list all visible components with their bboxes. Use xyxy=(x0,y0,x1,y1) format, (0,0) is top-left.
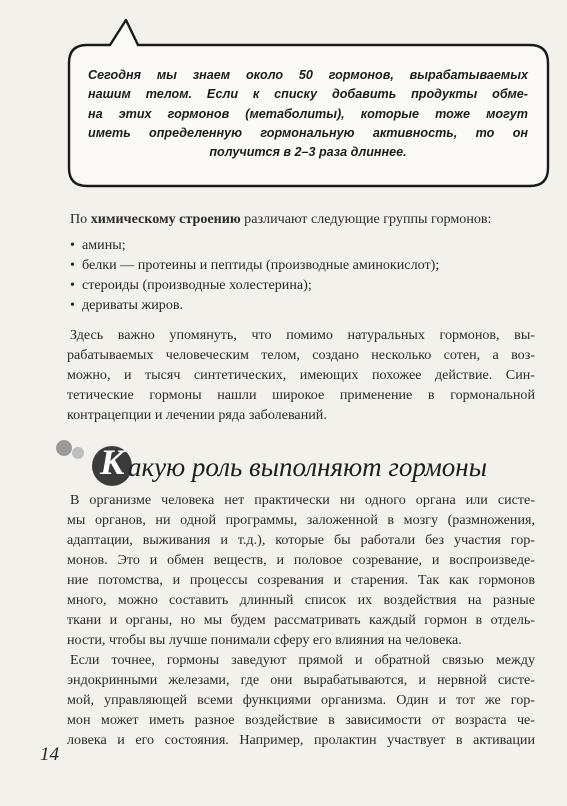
list-item: • белки — протеины и пептиды (производные аминокислот); xyxy=(70,257,440,273)
callout-line: получится в 2–3 раза длиннее. xyxy=(209,145,407,160)
paragraph-line: ности, чтобы вы лучше понимали сферу его влияния на человека. xyxy=(67,632,462,648)
paragraph-line: ткани и органы, но мы будем рассматривать каждый гормон в отдель- xyxy=(67,612,535,628)
paragraph-line: ние потомства, и процессы созревания и старения. Так как гормонов xyxy=(67,572,535,588)
paragraph-line: Если точнее, гормоны заведуют прямой и обратной связью между xyxy=(70,652,535,668)
bullet-icon: • xyxy=(70,297,75,313)
decorative-dot-icon xyxy=(56,440,72,456)
paragraph-line: ловека и его состояния. Например, пролактин участвует в активации xyxy=(67,732,535,748)
paragraph-line: эндокринными железами, где они вырабатываются, и нервной систе- xyxy=(67,672,535,688)
bullet-icon: • xyxy=(70,277,75,293)
paragraph-line: контрацепции и лечении ряда заболеваний. xyxy=(67,407,327,423)
callout-line: Сегодня мы знаем около 50 гормонов, вырабатываемых xyxy=(88,68,528,82)
page-number: 14 xyxy=(40,744,59,765)
paragraph-line: можно, и тысяч синтетических, имеющих похожее действие. Син- xyxy=(67,367,535,383)
paragraph-line: В организме человека нет практически ни одного органа или систе- xyxy=(70,492,535,508)
list-item: • амины; xyxy=(70,237,126,253)
list-item: • дериваты жиров. xyxy=(70,297,184,313)
callout-line: иметь определенную гормональную активность, то он xyxy=(88,125,528,140)
callout-line: нашим телом. Если к списку добавить продукты обме- xyxy=(88,87,528,102)
callout-line: на этих гормонов (метаболиты), которые тоже могут xyxy=(88,106,528,121)
paragraph-line: адаптации, выживания и т.д.), которые бы работали без участия гор- xyxy=(67,532,535,548)
heading-initial: К xyxy=(100,442,125,482)
intro-emphasis: химическому строению xyxy=(90,211,241,227)
intro-sentence: По химическому строению различают следующие группы гормонов: xyxy=(70,211,492,227)
paragraph-line: много, можно составить длинный список их воздействия на разные xyxy=(67,592,535,608)
paragraph-line: мы органов, ни одной программы, заложенной в мозгу (размножения, xyxy=(67,512,535,528)
paragraph-line: мон может иметь разное воздействие в зависимости от возраста че- xyxy=(67,712,535,728)
section-heading xyxy=(48,440,548,490)
list-item: • стероиды (производные холестерина); xyxy=(70,277,312,293)
heading-text: акую роль выполняют гормоны xyxy=(128,452,487,482)
paragraph-line: Здесь важно упомянуть, что помимо натуральных гормонов, вы- xyxy=(70,327,535,343)
paragraph-line: тетические гормоны нашли широкое применение в гормональной xyxy=(67,387,535,403)
bullet-icon: • xyxy=(70,257,75,273)
decorative-dot-icon xyxy=(72,447,84,459)
callout-text xyxy=(88,66,528,162)
paragraph-line: монов. Это и обмен веществ, и половое созревание, и воспроизведе- xyxy=(67,552,535,568)
paragraph-line: рабатываемых человеческим телом, создано несколько сотен, а воз- xyxy=(67,347,535,363)
paragraph-line: мой, управляющей всеми функциями организма. Один и тот же гор- xyxy=(67,692,535,708)
bullet-icon: • xyxy=(70,237,75,253)
